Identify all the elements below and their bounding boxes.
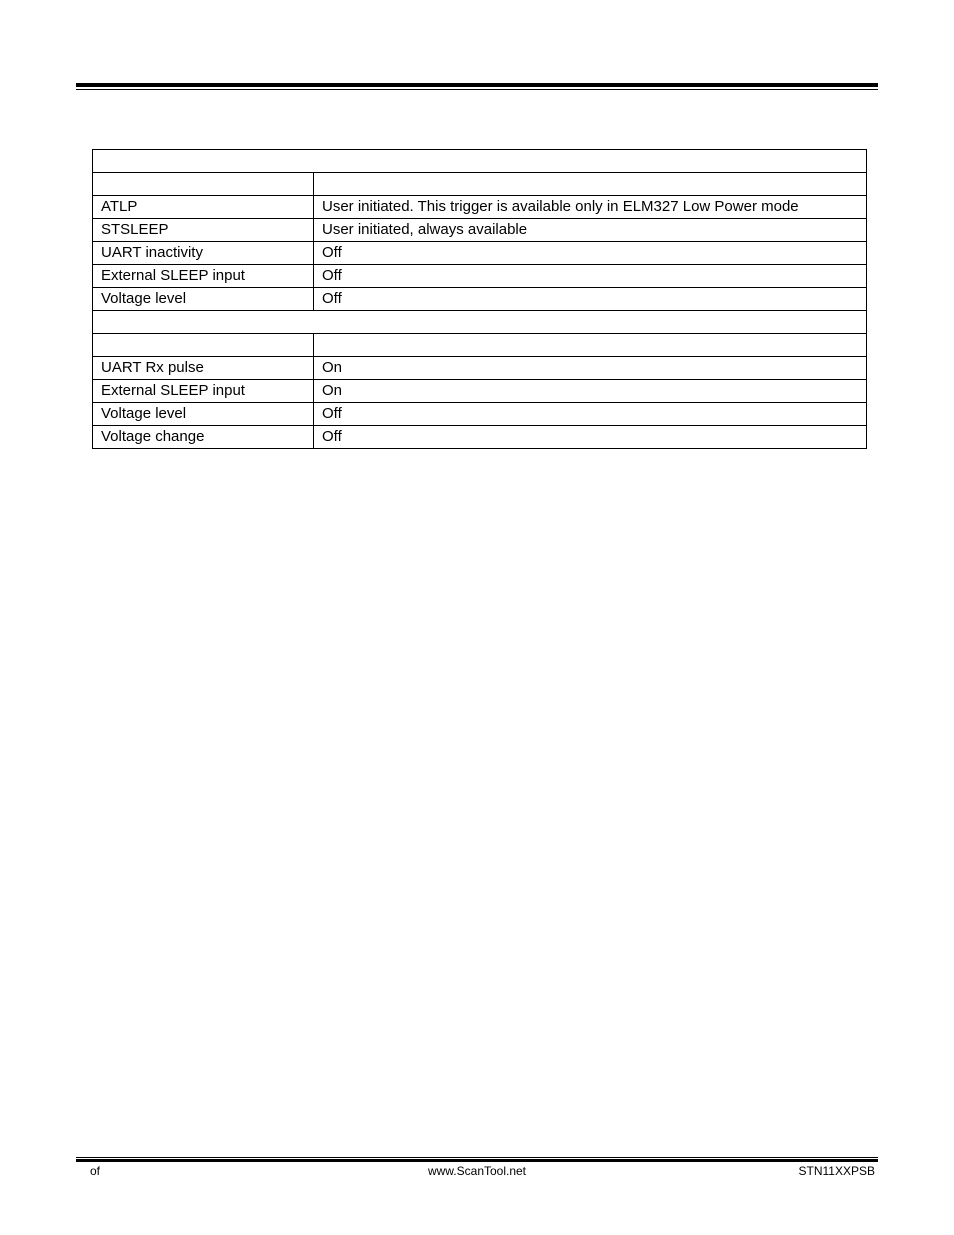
sleep-header-row	[93, 173, 867, 196]
sleep-header-description	[314, 173, 867, 196]
footer-doc-code: STN11XXPSB	[798, 1164, 875, 1178]
wakeup-header-description	[314, 334, 867, 357]
value-cell: Off	[314, 403, 867, 426]
footer-website: www.ScanTool.net	[427, 1164, 527, 1178]
value-cell: Off	[314, 426, 867, 449]
trigger-cell: STSLEEP	[93, 219, 314, 242]
wakeup-section-title-row	[93, 311, 867, 334]
sleep-section-title	[93, 150, 867, 173]
table-row	[93, 219, 867, 242]
trigger-cell: UART inactivity	[93, 242, 314, 265]
wakeup-section-title	[93, 311, 867, 334]
value-cell: On	[314, 357, 867, 380]
footer-rule-thin	[76, 1157, 878, 1158]
trigger-cell: Voltage level	[93, 288, 314, 311]
table-row	[93, 357, 867, 380]
trigger-cell: ATLP	[93, 196, 314, 219]
value-cell: Off	[314, 265, 867, 288]
table-row	[93, 380, 867, 403]
table-row	[93, 403, 867, 426]
value-cell: User initiated, always available	[314, 219, 867, 242]
footer-rule-thick	[76, 1159, 878, 1162]
header-rule-thick	[76, 83, 878, 87]
value-cell: On	[314, 380, 867, 403]
trigger-cell: Voltage change	[93, 426, 314, 449]
sleep-header-trigger	[93, 173, 314, 196]
table-row	[93, 265, 867, 288]
table-row	[93, 426, 867, 449]
page-number: of	[90, 1164, 101, 1178]
table-row	[93, 242, 867, 265]
trigger-cell: UART Rx pulse	[93, 357, 314, 380]
wakeup-header-trigger	[93, 334, 314, 357]
value-cell: Off	[314, 288, 867, 311]
trigger-cell: External SLEEP input	[93, 265, 314, 288]
value-cell: User initiated. This trigger is available only in ELM327 Low Power mode	[314, 196, 867, 219]
sleep-section-title-row	[93, 150, 867, 173]
header-rule-thin	[76, 89, 878, 90]
value-cell: Off	[314, 242, 867, 265]
trigger-table	[92, 149, 867, 449]
trigger-cell: Voltage level	[93, 403, 314, 426]
table-row	[93, 196, 867, 219]
table-row	[93, 288, 867, 311]
wakeup-header-row	[93, 334, 867, 357]
trigger-cell: External SLEEP input	[93, 380, 314, 403]
